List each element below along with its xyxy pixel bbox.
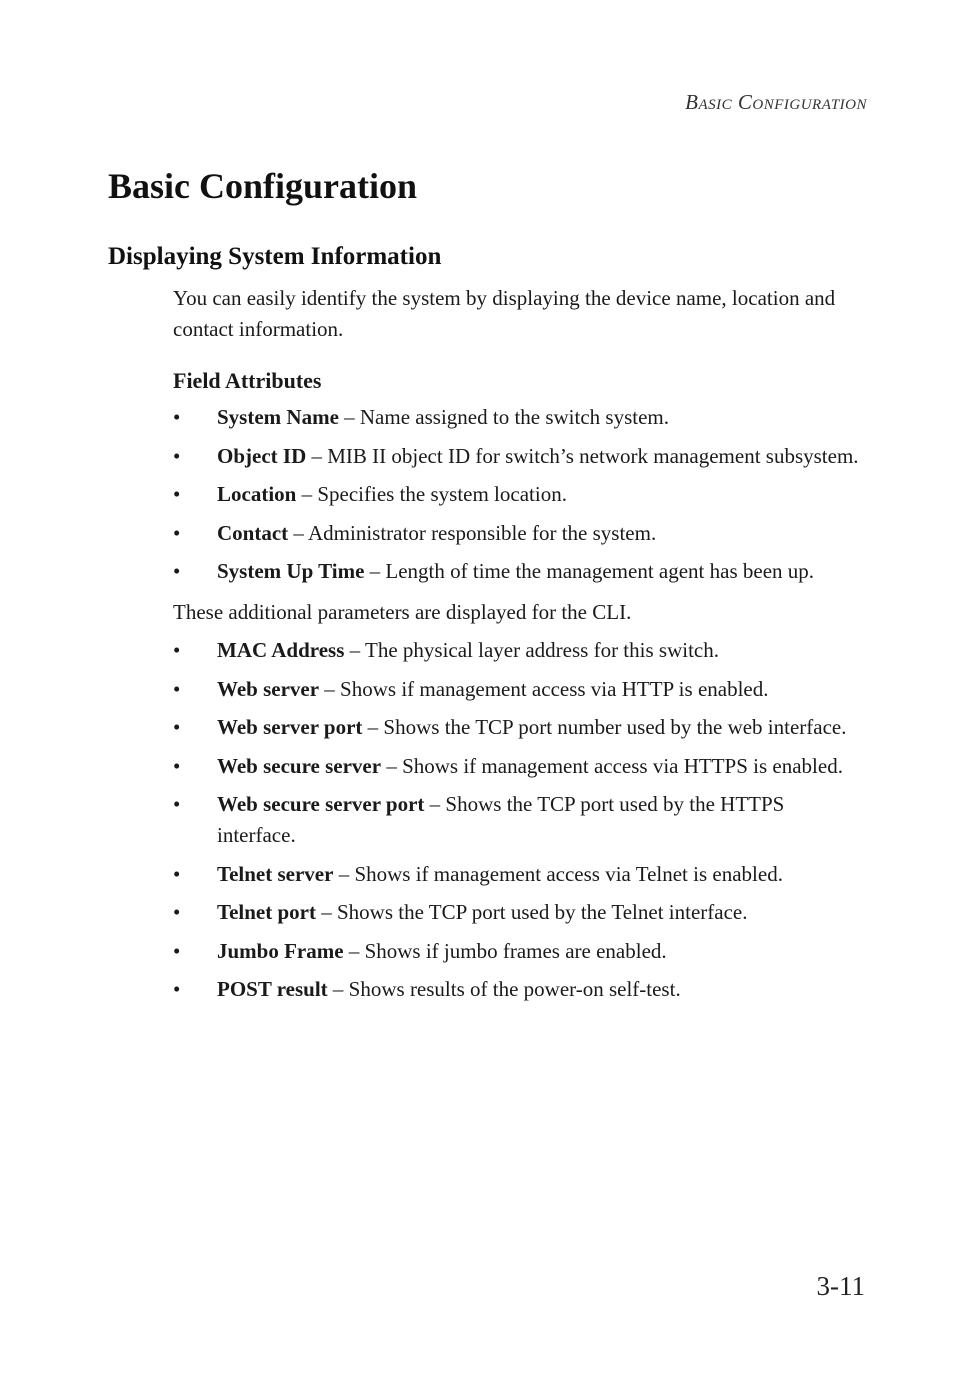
bullet-icon: • [173, 638, 181, 662]
intro-paragraph: You can easily identify the system by displaying the device name, location and contact information. [173, 286, 836, 341]
field-term: Contact [217, 520, 289, 545]
field-attributes-list [173, 402, 873, 587]
list-item [173, 897, 867, 928]
cli-parameters-list [173, 635, 873, 1005]
section-title: Displaying System Information [108, 243, 442, 270]
list-item [173, 751, 867, 782]
bullet-icon: • [173, 900, 181, 924]
list-item [173, 936, 867, 967]
field-description: – The physical layer address for this switch. [344, 638, 719, 662]
field-term: Web secure server [217, 753, 382, 778]
bullet-icon: • [173, 482, 181, 506]
list-item [173, 479, 867, 510]
bullet-icon: • [173, 676, 181, 701]
bullet-icon: • [173, 753, 181, 778]
field-term: Web server [217, 676, 320, 701]
field-description: – Name assigned to the switch system. [338, 405, 670, 429]
list-item [173, 674, 867, 705]
field-description: – Specifies the system location. [296, 482, 567, 506]
field-description: – Shows the TCP port number used by the web interface. [362, 715, 847, 739]
field-term: Location [217, 482, 297, 506]
bullet-icon: • [173, 443, 181, 468]
list-item [173, 789, 867, 851]
bullet-icon: • [173, 715, 181, 739]
list-item [173, 556, 867, 587]
section-body [173, 283, 873, 1013]
bullet-icon: • [173, 405, 181, 429]
bullet-icon: • [173, 861, 181, 886]
bullet-icon: • [173, 792, 181, 816]
field-term: Telnet port [217, 900, 316, 924]
field-term: Object ID [217, 443, 307, 468]
list-item [173, 712, 867, 743]
field-term: System Name [217, 405, 339, 429]
field-term: Jumbo Frame [217, 938, 344, 963]
list-item [173, 402, 867, 433]
page-title: Basic Configuration [108, 166, 418, 206]
field-description: – Shows if management access via HTTP is enabled. [319, 676, 769, 701]
list-item [173, 859, 867, 890]
running-header: Basic Configuration [685, 90, 867, 114]
field-term: Web secure server port [217, 792, 425, 816]
field-attributes-heading: Field Attributes [173, 368, 322, 393]
bullet-icon: • [173, 938, 181, 963]
field-term: Web server port [217, 715, 363, 739]
field-description: – Shows the TCP port used by the HTTPS interface. [217, 792, 785, 847]
field-description: – Shows if management access via HTTPS is enabled. [381, 753, 843, 778]
field-description: – MIB II object ID for switch’s network management subsystem. [306, 443, 859, 468]
bullet-icon: • [173, 977, 181, 1001]
page-number: 3-11 [816, 1271, 865, 1301]
field-term: POST result [217, 977, 328, 1001]
field-term: MAC Address [217, 638, 345, 662]
cli-note: These additional parameters are displayed for the CLI. [173, 600, 632, 624]
field-description: – Administrator responsible for the system. [288, 520, 657, 545]
field-description: – Shows the TCP port used by the Telnet interface. [315, 900, 748, 924]
list-item [173, 635, 867, 666]
list-item [173, 974, 867, 1005]
list-item [173, 441, 867, 472]
field-term: Telnet server [217, 861, 334, 886]
field-description: – Shows if management access via Telnet is enabled. [333, 861, 783, 886]
bullet-icon: • [173, 520, 181, 545]
field-description: – Length of time the management agent has been up. [364, 559, 815, 583]
bullet-icon: • [173, 559, 181, 583]
list-item [173, 518, 867, 549]
field-term: System Up Time [217, 559, 365, 583]
field-description: – Shows results of the power-on self-test. [327, 977, 681, 1001]
field-description: – Shows if jumbo frames are enabled. [343, 938, 667, 963]
